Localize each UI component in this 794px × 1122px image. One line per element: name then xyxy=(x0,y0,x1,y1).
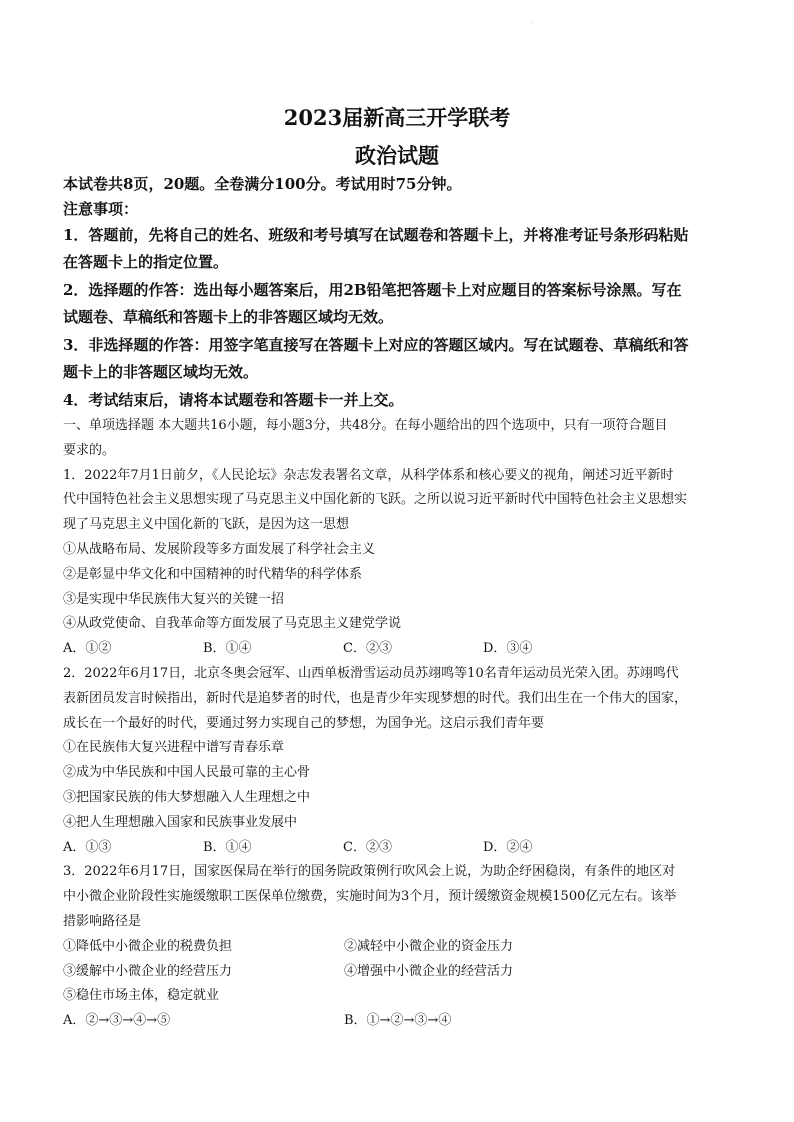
q1-stem-3: 现了马克思主义中国化新的飞跃，是因为这一思想 xyxy=(63,517,350,533)
q3-option-b: B．①→②→③→④ xyxy=(344,1013,452,1029)
q3-options xyxy=(63,1009,743,1034)
q1-option-d: D．③④ xyxy=(483,641,533,657)
q2-stem-2: 表新团员发言时候指出，新时代是追梦者的时代，也是青少年实现梦想的时代。我们出生在一个伟大的国家， xyxy=(63,690,688,706)
q1-stem-2: 代中国特色社会主义思想实现了马克思主义中国化新的飞跃。之所以说习近平新时代中国特色社会主义思想实 xyxy=(63,492,688,508)
q3-items-row-1 xyxy=(63,935,743,960)
q3-stem-3: 措影响路径是 xyxy=(63,914,142,930)
exam-content xyxy=(63,172,743,1034)
notice-4-line-1: 4．考试结束后，请将本试题卷和答题卡一并上交。 xyxy=(63,390,404,409)
q3-stem-2: 中小微企业阶段性实施缓缴职工医保单位缴费，实施时间为3个月，预计缓缴资金规模1500亿元左右。该举 xyxy=(63,889,677,905)
q2-item-2: ②成为中华民族和中国人民最可靠的主心骨 xyxy=(63,765,311,781)
q2-stem-1: 2．2022年6月17日，北京冬奥会冠军、山西单板滑雪运动员苏翊鸣等10名青年运动员光荣入团。苏翊鸣代 xyxy=(63,666,679,682)
q3-option-a: A．②→③→④→⑤ xyxy=(63,1013,171,1029)
q2-option-c: C．②③ xyxy=(343,839,392,855)
notice-3-line-2: 题卡上的非答题区域均无效。 xyxy=(63,363,259,382)
notice-2-line-1: 2．选择题的作答：选出每小题答案后，用2B铅笔把答题卡上对应题目的答案标号涂黑。写在 xyxy=(63,280,682,299)
q3-items-row-2 xyxy=(63,960,743,985)
q2-item-4: ④把人生理想融入国家和民族事业发展中 xyxy=(63,814,298,830)
q1-option-b: B．①④ xyxy=(203,641,252,657)
q1-item-4: ④从政党使命、自我革命等方面发展了马克思主义建党学说 xyxy=(63,616,402,632)
q1-stem-1: 1．2022年7月1日前夕，《人民论坛》杂志发表署名文章，从科学体系和核心要义的视角，阐述习近平新时 xyxy=(63,467,674,483)
notice-1-line-2: 在答题卡上的指定位置。 xyxy=(63,253,229,272)
q2-options xyxy=(63,836,743,861)
q1-item-2: ②是彰显中华文化和中国精神的时代精华的科学体系 xyxy=(63,566,363,582)
q2-option-b: B．①④ xyxy=(203,839,252,855)
notice-3-line-1: 3．非选择题的作答：用签字笔直接写在答题卡上对应的答题区域内。写在试题卷、草稿纸和答 xyxy=(63,335,689,354)
section-instruction-2: 要求的。 xyxy=(63,442,116,458)
q2-item-3: ③把国家民族的伟大梦想融入人生理想之中 xyxy=(63,790,311,806)
exam-title: 2023届新高三开学联考 xyxy=(283,105,511,130)
q1-options xyxy=(63,637,743,662)
exam-summary: 本试卷共8页，20题。全卷满分100分。考试用时75分钟。 xyxy=(63,175,462,193)
q1-item-1: ①从战略布局、发展阶段等多方面发展了科学社会主义 xyxy=(63,542,376,558)
notice-heading: 注意事项： xyxy=(63,199,139,218)
q3-item-5: ⑤稳住市场主体，稳定就业 xyxy=(63,988,220,1004)
q1-item-3: ③是实现中华民族伟大复兴的关键一招 xyxy=(63,591,285,607)
q1-option-a: A．①② xyxy=(63,641,112,657)
notice-1-line-1: 1．答题前，先将自己的姓名、班级和考号填写在试题卷和答题卡上，并将准考证号条形码粘贴 xyxy=(63,225,689,244)
section-instruction-1: 一、单项选择题 本大题共16小题，每小题3分，共48分。在每小题给出的四个选项中，只有一项符合题目 xyxy=(63,418,668,434)
q2-item-1: ①在民族伟大复兴进程中谱写青春乐章 xyxy=(63,740,285,756)
q3-item-2: ②减轻中小微企业的资金压力 xyxy=(344,938,514,954)
q3-stem-1: 3．2022年6月17日，国家医保局在举行的国务院政策例行吹风会上说，为助企纾困稳岗，有条件的地区对 xyxy=(63,864,676,880)
q3-item-3: ③缓解中小微企业的经营压力 xyxy=(63,963,233,979)
q2-stem-3: 成长在一个最好的时代，要通过努力实现自己的梦想，为国争光。这启示我们青年要 xyxy=(63,715,545,731)
exam-subject: 政治试题 xyxy=(355,143,439,168)
scan-dot: · xyxy=(531,20,533,27)
q1-option-c: C．②③ xyxy=(343,641,392,657)
q3-item-1: ①降低中小微企业的税费负担 xyxy=(63,938,233,954)
q3-item-4: ④增强中小微企业的经营活力 xyxy=(344,963,514,979)
q2-option-d: D．②④ xyxy=(483,839,533,855)
q2-option-a: A．①③ xyxy=(63,839,112,855)
notice-2-line-2: 试题卷、草稿纸和答题卡上的非答题区域均无效。 xyxy=(63,308,394,327)
